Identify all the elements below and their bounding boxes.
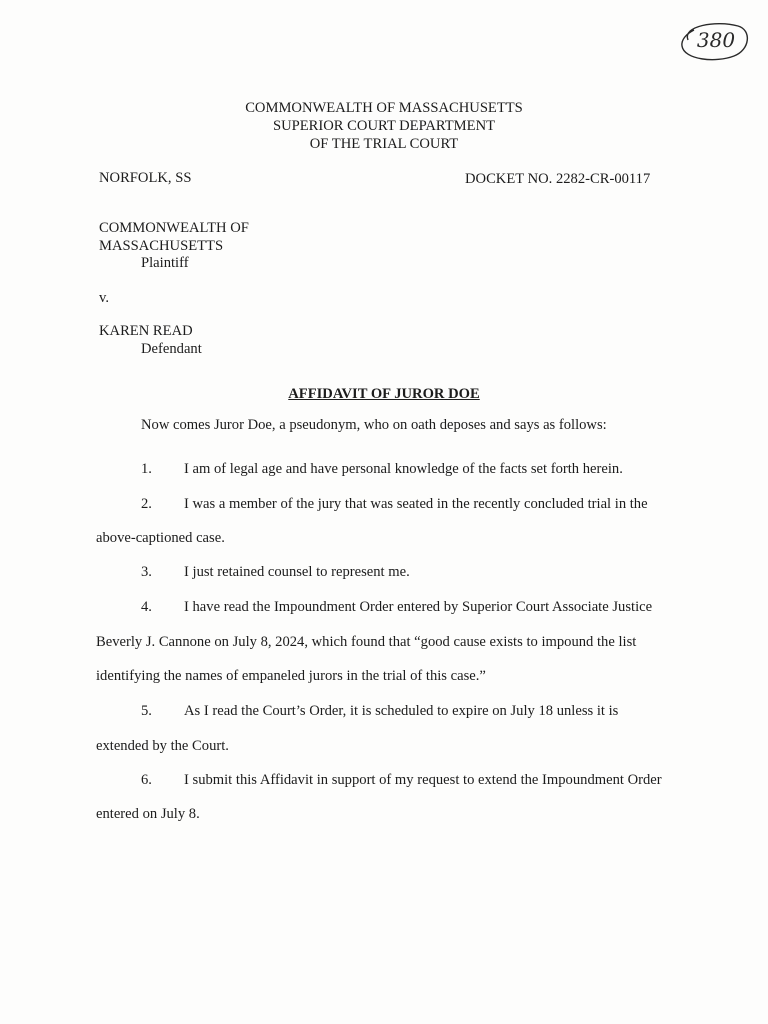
- plaintiff-role: Plaintiff: [141, 255, 189, 271]
- page-number-circle: [676, 16, 752, 64]
- court-department: SUPERIOR COURT DEPARTMENT: [272, 118, 496, 134]
- paragraph-number: 6.: [141, 772, 152, 788]
- paragraph-number: 5.: [141, 703, 152, 719]
- paragraph-text: I am of legal age and have personal knowledge of the facts set forth herein.: [184, 461, 623, 477]
- intro-text: Now comes Juror Doe, a pseudonym, who on oath deposes and says as follows:: [141, 417, 607, 433]
- plaintiff-name-line1: COMMONWEALTH OF: [99, 220, 249, 236]
- paragraph-text: I submit this Affidavit in support of my request to extend the Impoundment Order: [184, 772, 662, 788]
- paragraph-text-continued: above-captioned case.: [96, 530, 225, 546]
- paragraph-text-continued: entered on July 8.: [96, 806, 200, 822]
- paragraph-text-continued: identifying the names of empaneled jurors in the trial of this case.”: [96, 668, 486, 684]
- page-number-text: 380: [696, 28, 736, 52]
- versus: v.: [99, 290, 109, 306]
- docket-number: DOCKET NO. 2282-CR-00117: [465, 171, 651, 187]
- plaintiff-name-line2: MASSACHUSETTS: [99, 238, 224, 254]
- paragraph-number: 4.: [141, 599, 152, 615]
- handwritten-page-number: [676, 16, 752, 64]
- paragraph-number: 2.: [141, 496, 152, 512]
- paragraph-text: I have read the Impoundment Order entered by Superior Court Associate Justice: [184, 599, 653, 615]
- paragraph-text: I just retained counsel to represent me.: [184, 564, 410, 580]
- court-division: OF THE TRIAL COURT: [309, 136, 459, 152]
- paragraph-number: 3.: [141, 564, 152, 580]
- venue: NORFOLK, SS: [99, 170, 192, 186]
- paragraph-text: I was a member of the jury that was seated in the recently concluded trial in the: [184, 496, 648, 512]
- affidavit-title: AFFIDAVIT OF JUROR DOE: [288, 386, 480, 402]
- court-name: COMMONWEALTH OF MASSACHUSETTS: [245, 100, 523, 116]
- paragraph-text: As I read the Court’s Order, it is scheduled to expire on July 18 unless it is: [184, 703, 619, 719]
- paragraph-text-continued: Beverly J. Cannone on July 8, 2024, which found that “good cause exists to impound the list: [96, 634, 637, 650]
- paragraph-text-continued: extended by the Court.: [96, 738, 229, 754]
- defendant-role: Defendant: [141, 341, 202, 357]
- paragraph-number: 1.: [141, 461, 152, 477]
- defendant-name: KAREN READ: [99, 323, 193, 339]
